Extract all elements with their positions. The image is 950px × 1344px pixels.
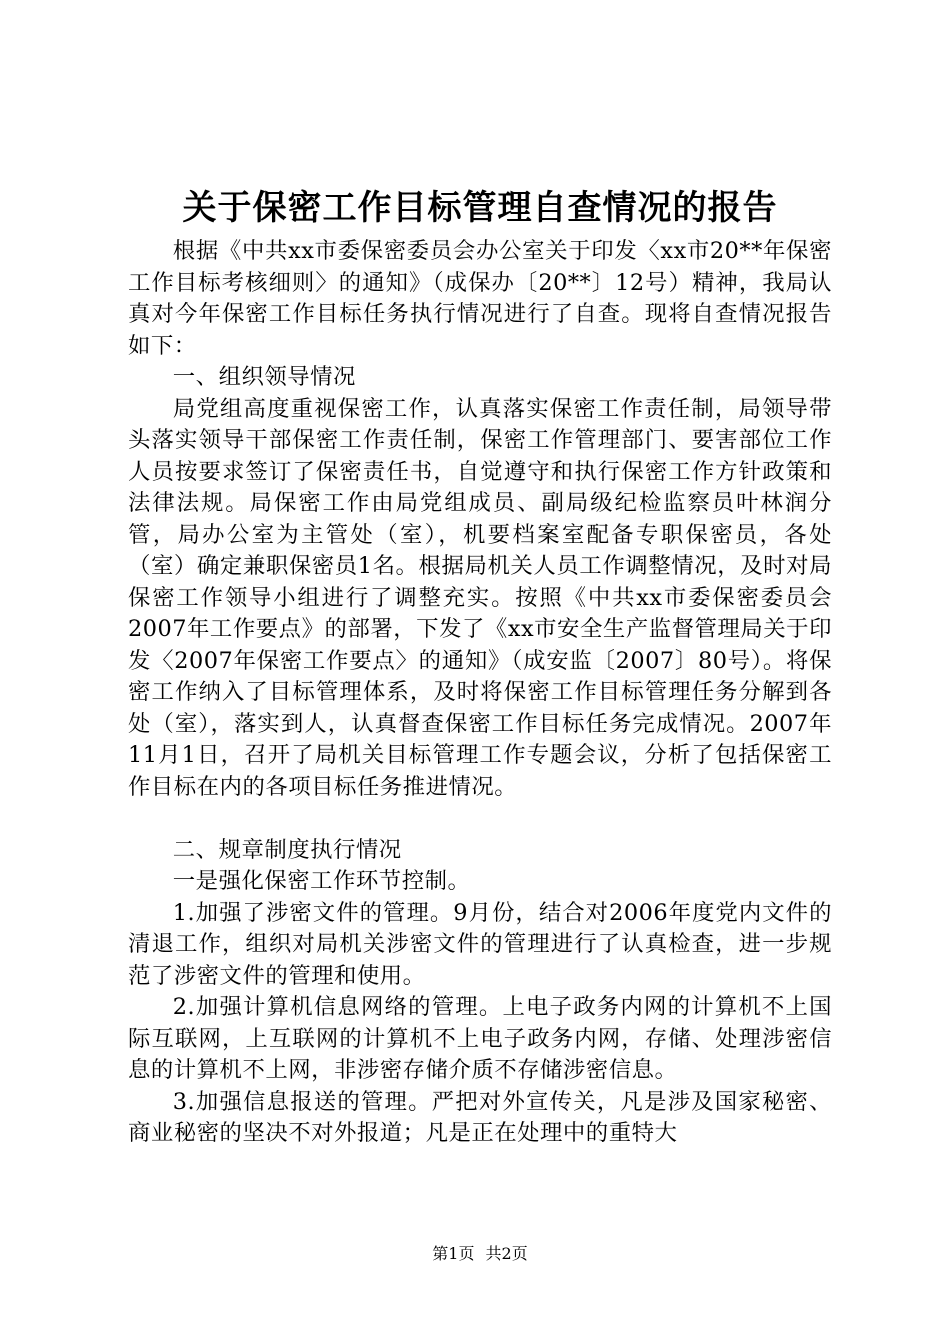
paragraph-gap bbox=[128, 803, 832, 835]
item-paragraph-3: 3.加强信息报送的管理。严把对外宣传关，凡是涉及国家秘密、商业秘密的坚决不对外报道；凡是正在处理中的重特大 bbox=[128, 1088, 832, 1146]
page-number-current: 第1页 bbox=[432, 1244, 475, 1263]
section-heading-1: 一、组织领导情况 bbox=[172, 364, 356, 390]
item-paragraph-1: 1.加强了涉密文件的管理。9月份，结合对2006年度党内文件的清退工作，组织对局机关涉密文件的管理进行了认真检查，进一步规范了涉密文件的管理和使用。 bbox=[128, 899, 832, 989]
section-heading-2: 二、规章制度执行情况 bbox=[172, 836, 402, 863]
document-body bbox=[128, 236, 832, 1150]
item-paragraph-2: 2.加强计算机信息网络的管理。上电子政务内网的计算机不上国际互联网，上互联网的计算机不上电子政务内网，存储、处理涉密信息的计算机不上网，非涉密存储介质不存储涉密信息。 bbox=[128, 994, 832, 1083]
document-title: 关于保密工作目标管理自查情况的报告 bbox=[182, 188, 778, 228]
page-number-total: 共2页 bbox=[485, 1244, 528, 1263]
document-page bbox=[128, 0, 832, 1344]
section-1-paragraph: 局党组高度重视保密工作，认真落实保密工作责任制，局领导带头落实领导干部保密工作责任制，保密工作管理部门、要害部位工作人员按要求签订了保密责任书，自觉遵守和执行保密工作方针政策和法律法规。局保密工作由局党组成员、副局级纪检监察员叶林润分管，局办公室为主管处（室），机要档案室配备专职保密员，各处（室）确定兼职保密员1名。根据局机关人员工作调整情况，及时对局保密工作领导小组进行了调整充实。按照《中共xx市委保密委员会2007年工作要点》的部署，下发了《xx市安全生产监督管理局关于印发〈2007年保密工作要点〉的通知》（成安监〔2007〕80号）。将保密工作纳入了目标管理体系，及时将保密工作目标管理任务分解到各处（室），落实到人，认真督查保密工作目标任务完成情况。2007年11月1日，召开了局机关目标管理工作专题会议，分析了包括保密工作目标在内的各项目标任务推进情况。 bbox=[128, 395, 832, 800]
subsection-heading-1: 一是强化保密工作环节控制。 bbox=[172, 868, 471, 894]
intro-paragraph: 根据《中共xx市委保密委员会办公室关于印发〈xx市20**年保密工作目标考核细则〉的通知》（成保办〔20**〕12号）精神，我局认真对今年保密工作目标任务执行情况进行了自查。现将自查情况报告如下： bbox=[128, 238, 832, 359]
page-footer bbox=[128, 1244, 832, 1264]
